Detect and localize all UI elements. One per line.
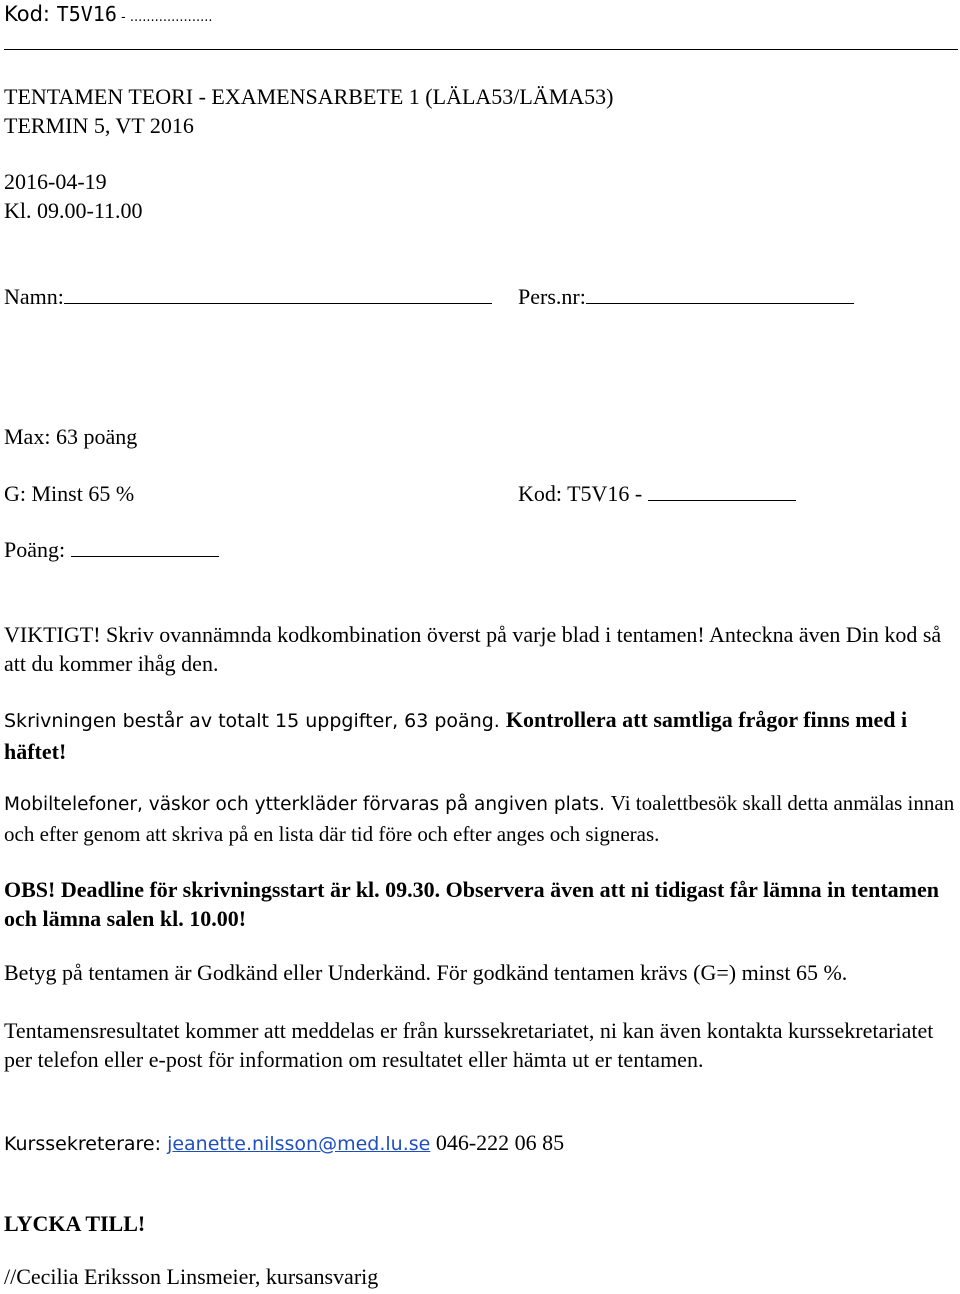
contact-line — [4, 1130, 564, 1156]
task-check-notice: Kontrollera att samtliga frågor finns med i häftet! — [4, 707, 908, 764]
name-field — [4, 284, 492, 310]
contact-email-link[interactable]: jeanette.nilsson@med.lu.se — [167, 1133, 431, 1155]
name-blank[interactable] — [64, 303, 492, 304]
signature: //Cecilia Eriksson Linsmeier, kursansvarig — [4, 1264, 379, 1289]
points-label: Poäng: — [4, 537, 66, 562]
important-notice: VIKTIGT! Skriv ovannämnda kodkombination överst på varje blad i tentamen! Anteckna även Din kod så att du kommer ihåg den. — [4, 622, 942, 676]
points-field — [4, 537, 219, 563]
phones-notice — [4, 789, 956, 851]
persnr-field — [518, 284, 854, 310]
code-field — [518, 481, 796, 507]
results-notice: Tentamensresultatet kommer att meddelas er från kurssekretariatet, ni kan även kontakta kurssekretariatet per telefon eller e-post för information om resultatet eller hämta ut er tentamen. — [4, 1018, 934, 1072]
header-code-label: Kod: — [4, 2, 57, 26]
header-code — [4, 2, 212, 26]
exam-time: Kl. 09.00-11.00 — [4, 198, 143, 223]
deadline-notice: OBS! Deadline för skrivningsstart är kl. 09.30. Observera även att ni tidigast får lämna in tentamen och lämna salen kl. 10.00! — [4, 877, 939, 931]
grading-notice: Betyg på tentamen är Godkänd eller Underkänd. För godkänd tentamen krävs (G=) minst 65 %. — [4, 960, 848, 985]
exam-date: 2016-04-19 — [4, 169, 107, 194]
good-luck: LYCKA TILL! — [4, 1211, 146, 1236]
persnr-blank[interactable] — [586, 303, 854, 304]
contact-label: Kurssekreterare: — [4, 1133, 168, 1155]
toilet-text: Vi toalettbesök skall detta anmälas innan och efter genom att skriva på en lista där tid före och efter anges och signeras. — [4, 791, 955, 846]
phones-text: Mobiltelefoner, väskor och ytterkläder förvaras på angiven plats. — [4, 794, 611, 815]
task-count — [4, 705, 956, 769]
name-label: Namn: — [4, 284, 64, 309]
persnr-label: Pers.nr: — [518, 284, 586, 309]
header-code-value: T5V16 — [56, 2, 117, 26]
header-divider — [4, 49, 958, 50]
task-count-text: Skrivningen består av totalt 15 uppgifter, 63 poäng. — [4, 710, 506, 732]
points-blank[interactable] — [71, 556, 219, 557]
code-field-label: Kod: T5V16 - — [518, 481, 643, 506]
max-points: Max: 63 poäng — [4, 424, 138, 449]
pass-requirement: G: Minst 65 % — [4, 481, 135, 506]
exam-title: TENTAMEN TEORI - EXAMENSARBETE 1 (LÄLA53/LÄMA53) — [4, 84, 614, 109]
exam-term: TERMIN 5, VT 2016 — [4, 113, 194, 138]
header-code-suffix: - .................... — [116, 10, 213, 25]
contact-phone: 046-222 06 85 — [430, 1130, 565, 1155]
code-blank[interactable] — [648, 500, 796, 501]
